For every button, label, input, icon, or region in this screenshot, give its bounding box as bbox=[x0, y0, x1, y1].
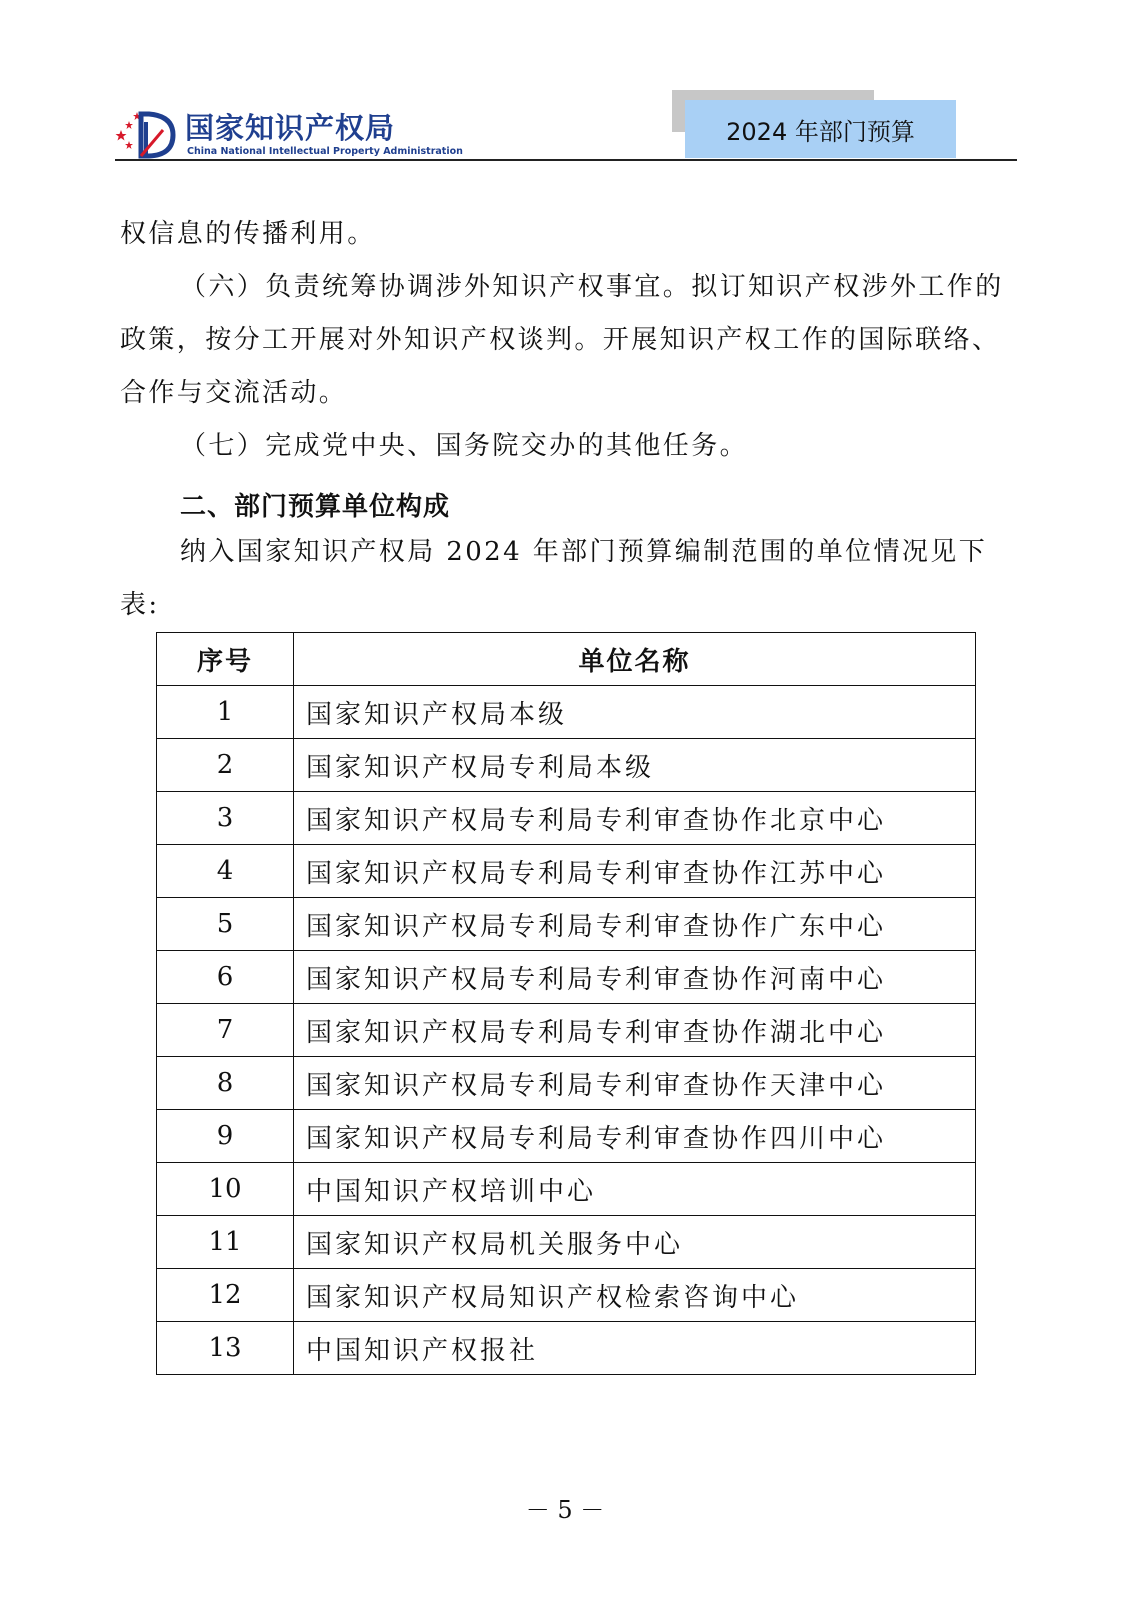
row-unit-name: 国家知识产权局专利局专利审查协作天津中心 bbox=[294, 1057, 976, 1110]
table-row bbox=[157, 1004, 976, 1057]
units-table bbox=[156, 632, 976, 1375]
row-unit-name: 国家知识产权局本级 bbox=[294, 686, 976, 739]
row-no: 7 bbox=[157, 1004, 294, 1057]
org-name-cn: 国家知识产权局 bbox=[185, 111, 396, 145]
row-no: 13 bbox=[157, 1322, 294, 1375]
header-no: 序号 bbox=[157, 633, 294, 686]
header-divider bbox=[115, 159, 1017, 161]
table-row bbox=[157, 792, 976, 845]
page-header bbox=[115, 90, 1017, 162]
table-row bbox=[157, 1163, 976, 1216]
paragraph-1: 权信息的传播利用。 bbox=[120, 219, 376, 249]
row-unit-name: 国家知识产权局专利局专利审查协作北京中心 bbox=[294, 792, 976, 845]
row-unit-name: 国家知识产权局机关服务中心 bbox=[294, 1216, 976, 1269]
row-no: 5 bbox=[157, 898, 294, 951]
row-no: 8 bbox=[157, 1057, 294, 1110]
row-unit-name: 国家知识产权局知识产权检索咨询中心 bbox=[294, 1269, 976, 1322]
row-no: 11 bbox=[157, 1216, 294, 1269]
paragraph-4: 纳入国家知识产权局 2024 年部门预算编制范围的单位情况见下表: bbox=[120, 537, 988, 620]
header-unit-name: 单位名称 bbox=[294, 633, 976, 686]
table-row bbox=[157, 1216, 976, 1269]
table-row bbox=[157, 686, 976, 739]
row-unit-name: 中国知识产权培训中心 bbox=[294, 1163, 976, 1216]
table-row bbox=[157, 739, 976, 792]
table-row bbox=[157, 1110, 976, 1163]
paragraph-3: （七）完成党中央、国务院交办的其他任务。 bbox=[180, 431, 749, 461]
table-row bbox=[157, 1269, 976, 1322]
row-no: 6 bbox=[157, 951, 294, 1004]
row-no: 12 bbox=[157, 1269, 294, 1322]
row-unit-name: 国家知识产权局专利局专利审查协作河南中心 bbox=[294, 951, 976, 1004]
row-unit-name: 国家知识产权局专利局专利审查协作四川中心 bbox=[294, 1110, 976, 1163]
row-unit-name: 国家知识产权局专利局本级 bbox=[294, 739, 976, 792]
row-no: 4 bbox=[157, 845, 294, 898]
section-heading: 二、部门预算单位构成 bbox=[180, 492, 451, 522]
table-row bbox=[157, 951, 976, 1004]
row-unit-name: 国家知识产权局专利局专利审查协作湖北中心 bbox=[294, 1004, 976, 1057]
paragraph-2: （六）负责统筹协调涉外知识产权事宜。拟订知识产权涉外工作的政策，按分工开展对外知识产权谈判。开展知识产权工作的国际联络、合作与交流活动。 bbox=[120, 272, 1004, 408]
table-row bbox=[157, 845, 976, 898]
row-unit-name: 国家知识产权局专利局专利审查协作江苏中心 bbox=[294, 845, 976, 898]
table-row bbox=[157, 1057, 976, 1110]
cnipa-logo-icon bbox=[115, 108, 177, 160]
doc-tag-text: 2024 年部门预算 bbox=[726, 117, 915, 146]
table-row bbox=[157, 1322, 976, 1375]
row-no: 2 bbox=[157, 739, 294, 792]
table-row bbox=[157, 898, 976, 951]
org-name-en: China National Intellectual Property Administration bbox=[187, 146, 463, 157]
row-no: 1 bbox=[157, 686, 294, 739]
row-no: 9 bbox=[157, 1110, 294, 1163]
doc-tag bbox=[685, 100, 956, 158]
row-unit-name: 国家知识产权局专利局专利审查协作广东中心 bbox=[294, 898, 976, 951]
row-no: 10 bbox=[157, 1163, 294, 1216]
row-unit-name: 中国知识产权报社 bbox=[294, 1322, 976, 1375]
page-number: － 5 － bbox=[525, 1496, 605, 1524]
row-no: 3 bbox=[157, 792, 294, 845]
table-header-row bbox=[157, 633, 976, 686]
